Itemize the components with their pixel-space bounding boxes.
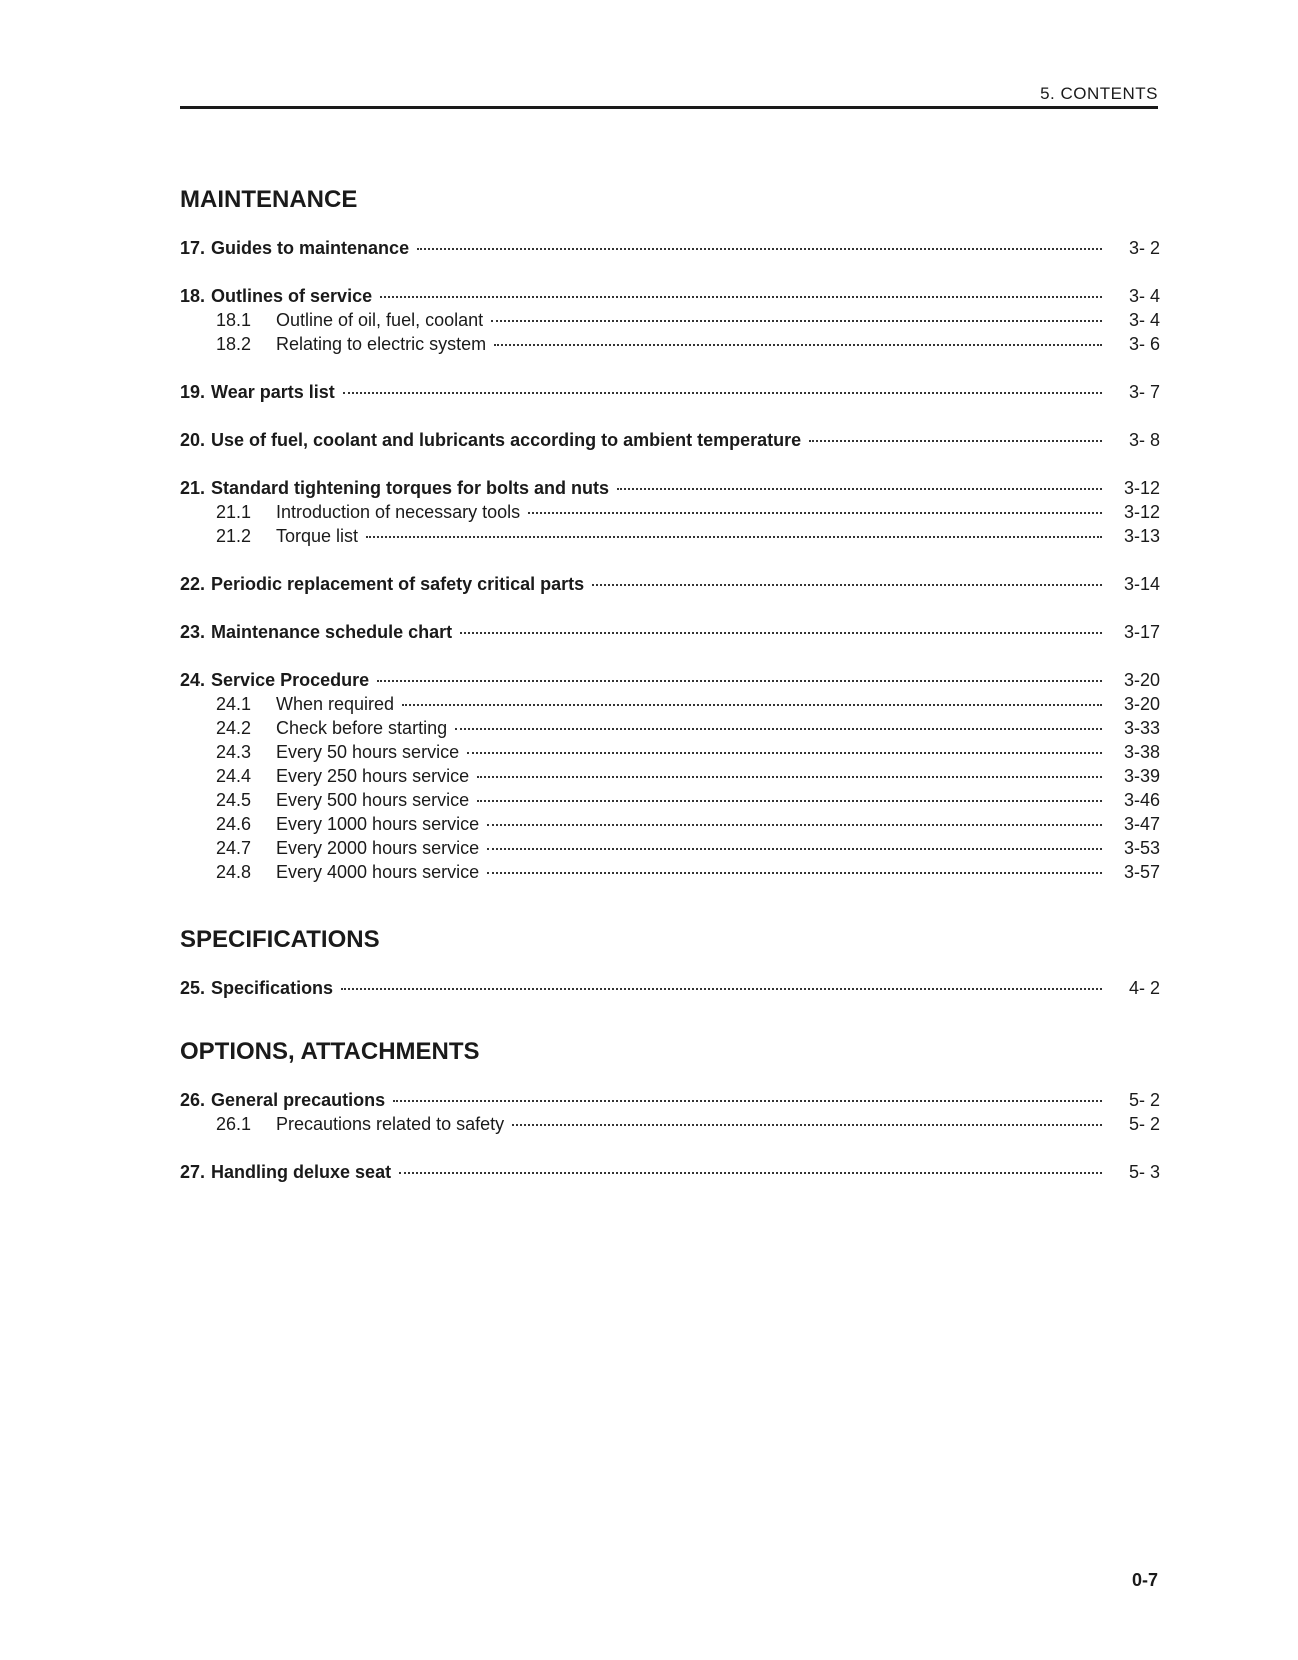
- header-rule: [180, 106, 1158, 109]
- toc-group: [180, 428, 1160, 452]
- entry-number: 21.: [180, 478, 206, 498]
- page-header-title: 5. CONTENTS: [1040, 84, 1158, 103]
- entry-page: 3-20: [1123, 670, 1160, 690]
- entry-page: 3-38: [1123, 742, 1160, 762]
- entry-title: Standard tightening torques for bolts and nuts: [211, 478, 610, 498]
- entry-number: 24.4: [216, 766, 252, 786]
- toc-subentry: [180, 860, 1160, 884]
- dot-leader: [460, 632, 1102, 634]
- entry-title: Introduction of necessary tools: [276, 502, 521, 522]
- entry-title: When required: [276, 694, 395, 714]
- entry-page: 5- 2: [1128, 1090, 1160, 1110]
- toc-entry: [180, 1160, 1160, 1184]
- section-heading: MAINTENANCE: [180, 186, 358, 213]
- entry-page: 5- 3: [1128, 1162, 1160, 1182]
- entry-page: 3-46: [1123, 790, 1160, 810]
- section-heading: SPECIFICATIONS: [180, 926, 380, 953]
- dot-leader: [487, 848, 1102, 850]
- entry-title: Guides to maintenance: [211, 238, 410, 258]
- entry-title: Every 1000 hours service: [276, 814, 480, 834]
- dot-leader: [399, 1172, 1102, 1174]
- entry-number: 24.1: [216, 694, 252, 714]
- entry-page: 3-13: [1123, 526, 1160, 546]
- toc-subentry: [180, 716, 1160, 740]
- entry-title: Outlines of service: [211, 286, 373, 306]
- entry-number: 24.: [180, 670, 206, 690]
- dot-leader: [477, 800, 1102, 802]
- entry-number: 21.1: [216, 502, 252, 522]
- dot-leader: [417, 248, 1102, 250]
- entry-title: Use of fuel, coolant and lubricants according to ambient temperature: [211, 430, 802, 450]
- entry-number: 27.: [180, 1162, 206, 1182]
- entry-title: Every 500 hours service: [276, 790, 470, 810]
- entry-title: Every 50 hours service: [276, 742, 460, 762]
- toc-group: [180, 572, 1160, 596]
- dot-leader: [487, 824, 1102, 826]
- toc-group: [180, 620, 1160, 644]
- entry-number: 22.: [180, 574, 206, 594]
- entry-title: Periodic replacement of safety critical parts: [211, 574, 585, 594]
- dot-leader: [592, 584, 1102, 586]
- dot-leader: [455, 728, 1102, 730]
- toc-entry: [180, 620, 1160, 644]
- dot-leader: [494, 344, 1102, 346]
- toc-group: [180, 284, 1160, 356]
- entry-page: 3- 8: [1128, 430, 1160, 450]
- toc-entry: [180, 572, 1160, 596]
- toc-entry: [180, 668, 1160, 692]
- toc-subentry: [180, 692, 1160, 716]
- toc-entry: [180, 976, 1160, 1000]
- entry-title: Every 250 hours service: [276, 766, 470, 786]
- table-of-contents: [180, 186, 1160, 1208]
- entry-page: 3-17: [1123, 622, 1160, 642]
- toc-subentry: [180, 764, 1160, 788]
- entry-title: Every 4000 hours service: [276, 862, 480, 882]
- toc-subentry: [180, 308, 1160, 332]
- toc-subentry: [180, 788, 1160, 812]
- entry-page: 4- 2: [1128, 978, 1160, 998]
- entry-title: Relating to electric system: [276, 334, 487, 354]
- entry-page: 3-53: [1123, 838, 1160, 858]
- toc-group: [180, 668, 1160, 884]
- toc-subentry: [180, 332, 1160, 356]
- entry-title: Outline of oil, fuel, coolant: [276, 310, 484, 330]
- toc-group: [180, 236, 1160, 260]
- dot-leader: [528, 512, 1102, 514]
- entry-number: 20.: [180, 430, 206, 450]
- dot-leader: [393, 1100, 1102, 1102]
- dot-leader: [467, 752, 1102, 754]
- entry-page: 3- 2: [1128, 238, 1160, 258]
- dot-leader: [809, 440, 1102, 442]
- entry-title: Check before starting: [276, 718, 448, 738]
- toc-subentry: [180, 740, 1160, 764]
- toc-section: [180, 1038, 1160, 1184]
- entry-number: 18.: [180, 286, 206, 306]
- entry-number: 19.: [180, 382, 206, 402]
- toc-group: [180, 1160, 1160, 1184]
- entry-page: 3-33: [1123, 718, 1160, 738]
- entry-title: Precautions related to safety: [276, 1114, 505, 1134]
- entry-title: General precautions: [211, 1090, 386, 1110]
- toc-section: [180, 926, 1160, 1000]
- entry-title: Service Procedure: [211, 670, 370, 690]
- toc-entry: [180, 428, 1160, 452]
- toc-entry: [180, 1088, 1160, 1112]
- toc-group: [180, 476, 1160, 548]
- entry-number: 24.5: [216, 790, 252, 810]
- entry-page: 3-39: [1123, 766, 1160, 786]
- dot-leader: [512, 1124, 1102, 1126]
- entry-number: 23.: [180, 622, 206, 642]
- dot-leader: [380, 296, 1102, 298]
- entry-number: 24.7: [216, 838, 252, 858]
- entry-page: 3-14: [1123, 574, 1160, 594]
- toc-subentry: [180, 500, 1160, 524]
- entry-number: 24.2: [216, 718, 252, 738]
- entry-number: 24.3: [216, 742, 252, 762]
- dot-leader: [491, 320, 1102, 322]
- entry-page: 3-12: [1123, 502, 1160, 522]
- toc-entry: [180, 236, 1160, 260]
- toc-subentry: [180, 836, 1160, 860]
- entry-title: Maintenance schedule chart: [211, 622, 453, 642]
- toc-entry: [180, 476, 1160, 500]
- dot-leader: [343, 392, 1102, 394]
- section-spacer: [180, 1024, 1160, 1038]
- entry-number: 18.1: [216, 310, 252, 330]
- entry-page: 3- 4: [1128, 286, 1160, 306]
- toc-subentry: [180, 812, 1160, 836]
- entry-number: 18.2: [216, 334, 252, 354]
- section-heading: OPTIONS, ATTACHMENTS: [180, 1038, 480, 1065]
- entry-number: 26.: [180, 1090, 206, 1110]
- dot-leader: [377, 680, 1102, 682]
- page-number: 0-7: [1131, 1570, 1158, 1590]
- entry-number: 24.8: [216, 862, 252, 882]
- dot-leader: [402, 704, 1102, 706]
- entry-number: 24.6: [216, 814, 252, 834]
- entry-title: Specifications: [211, 978, 334, 998]
- entry-page: 3-57: [1123, 862, 1160, 882]
- entry-title: Torque list: [276, 526, 359, 546]
- toc-section: [180, 186, 1160, 884]
- entry-number: 25.: [180, 978, 206, 998]
- toc-subentry: [180, 524, 1160, 548]
- toc-entry: [180, 380, 1160, 404]
- entry-page: 3- 4: [1128, 310, 1160, 330]
- entry-number: 26.1: [216, 1114, 252, 1134]
- entry-number: 17.: [180, 238, 206, 258]
- entry-title: Handling deluxe seat: [211, 1162, 392, 1182]
- dot-leader: [477, 776, 1102, 778]
- entry-page: 3-12: [1123, 478, 1160, 498]
- section-spacer: [180, 908, 1160, 926]
- entry-title: Every 2000 hours service: [276, 838, 480, 858]
- entry-page: 3- 6: [1128, 334, 1160, 354]
- entry-page: 5- 2: [1128, 1114, 1160, 1134]
- entry-page: 3-47: [1123, 814, 1160, 834]
- entry-title: Wear parts list: [211, 382, 335, 402]
- toc-entry: [180, 284, 1160, 308]
- dot-leader: [366, 536, 1102, 538]
- dot-leader: [617, 488, 1102, 490]
- toc-group: [180, 380, 1160, 404]
- toc-group: [180, 976, 1160, 1000]
- toc-subentry: [180, 1112, 1160, 1136]
- entry-number: 21.2: [216, 526, 252, 546]
- entry-page: 3- 7: [1128, 382, 1160, 402]
- entry-page: 3-20: [1123, 694, 1160, 714]
- dot-leader: [341, 988, 1102, 990]
- dot-leader: [487, 872, 1102, 874]
- toc-group: [180, 1088, 1160, 1136]
